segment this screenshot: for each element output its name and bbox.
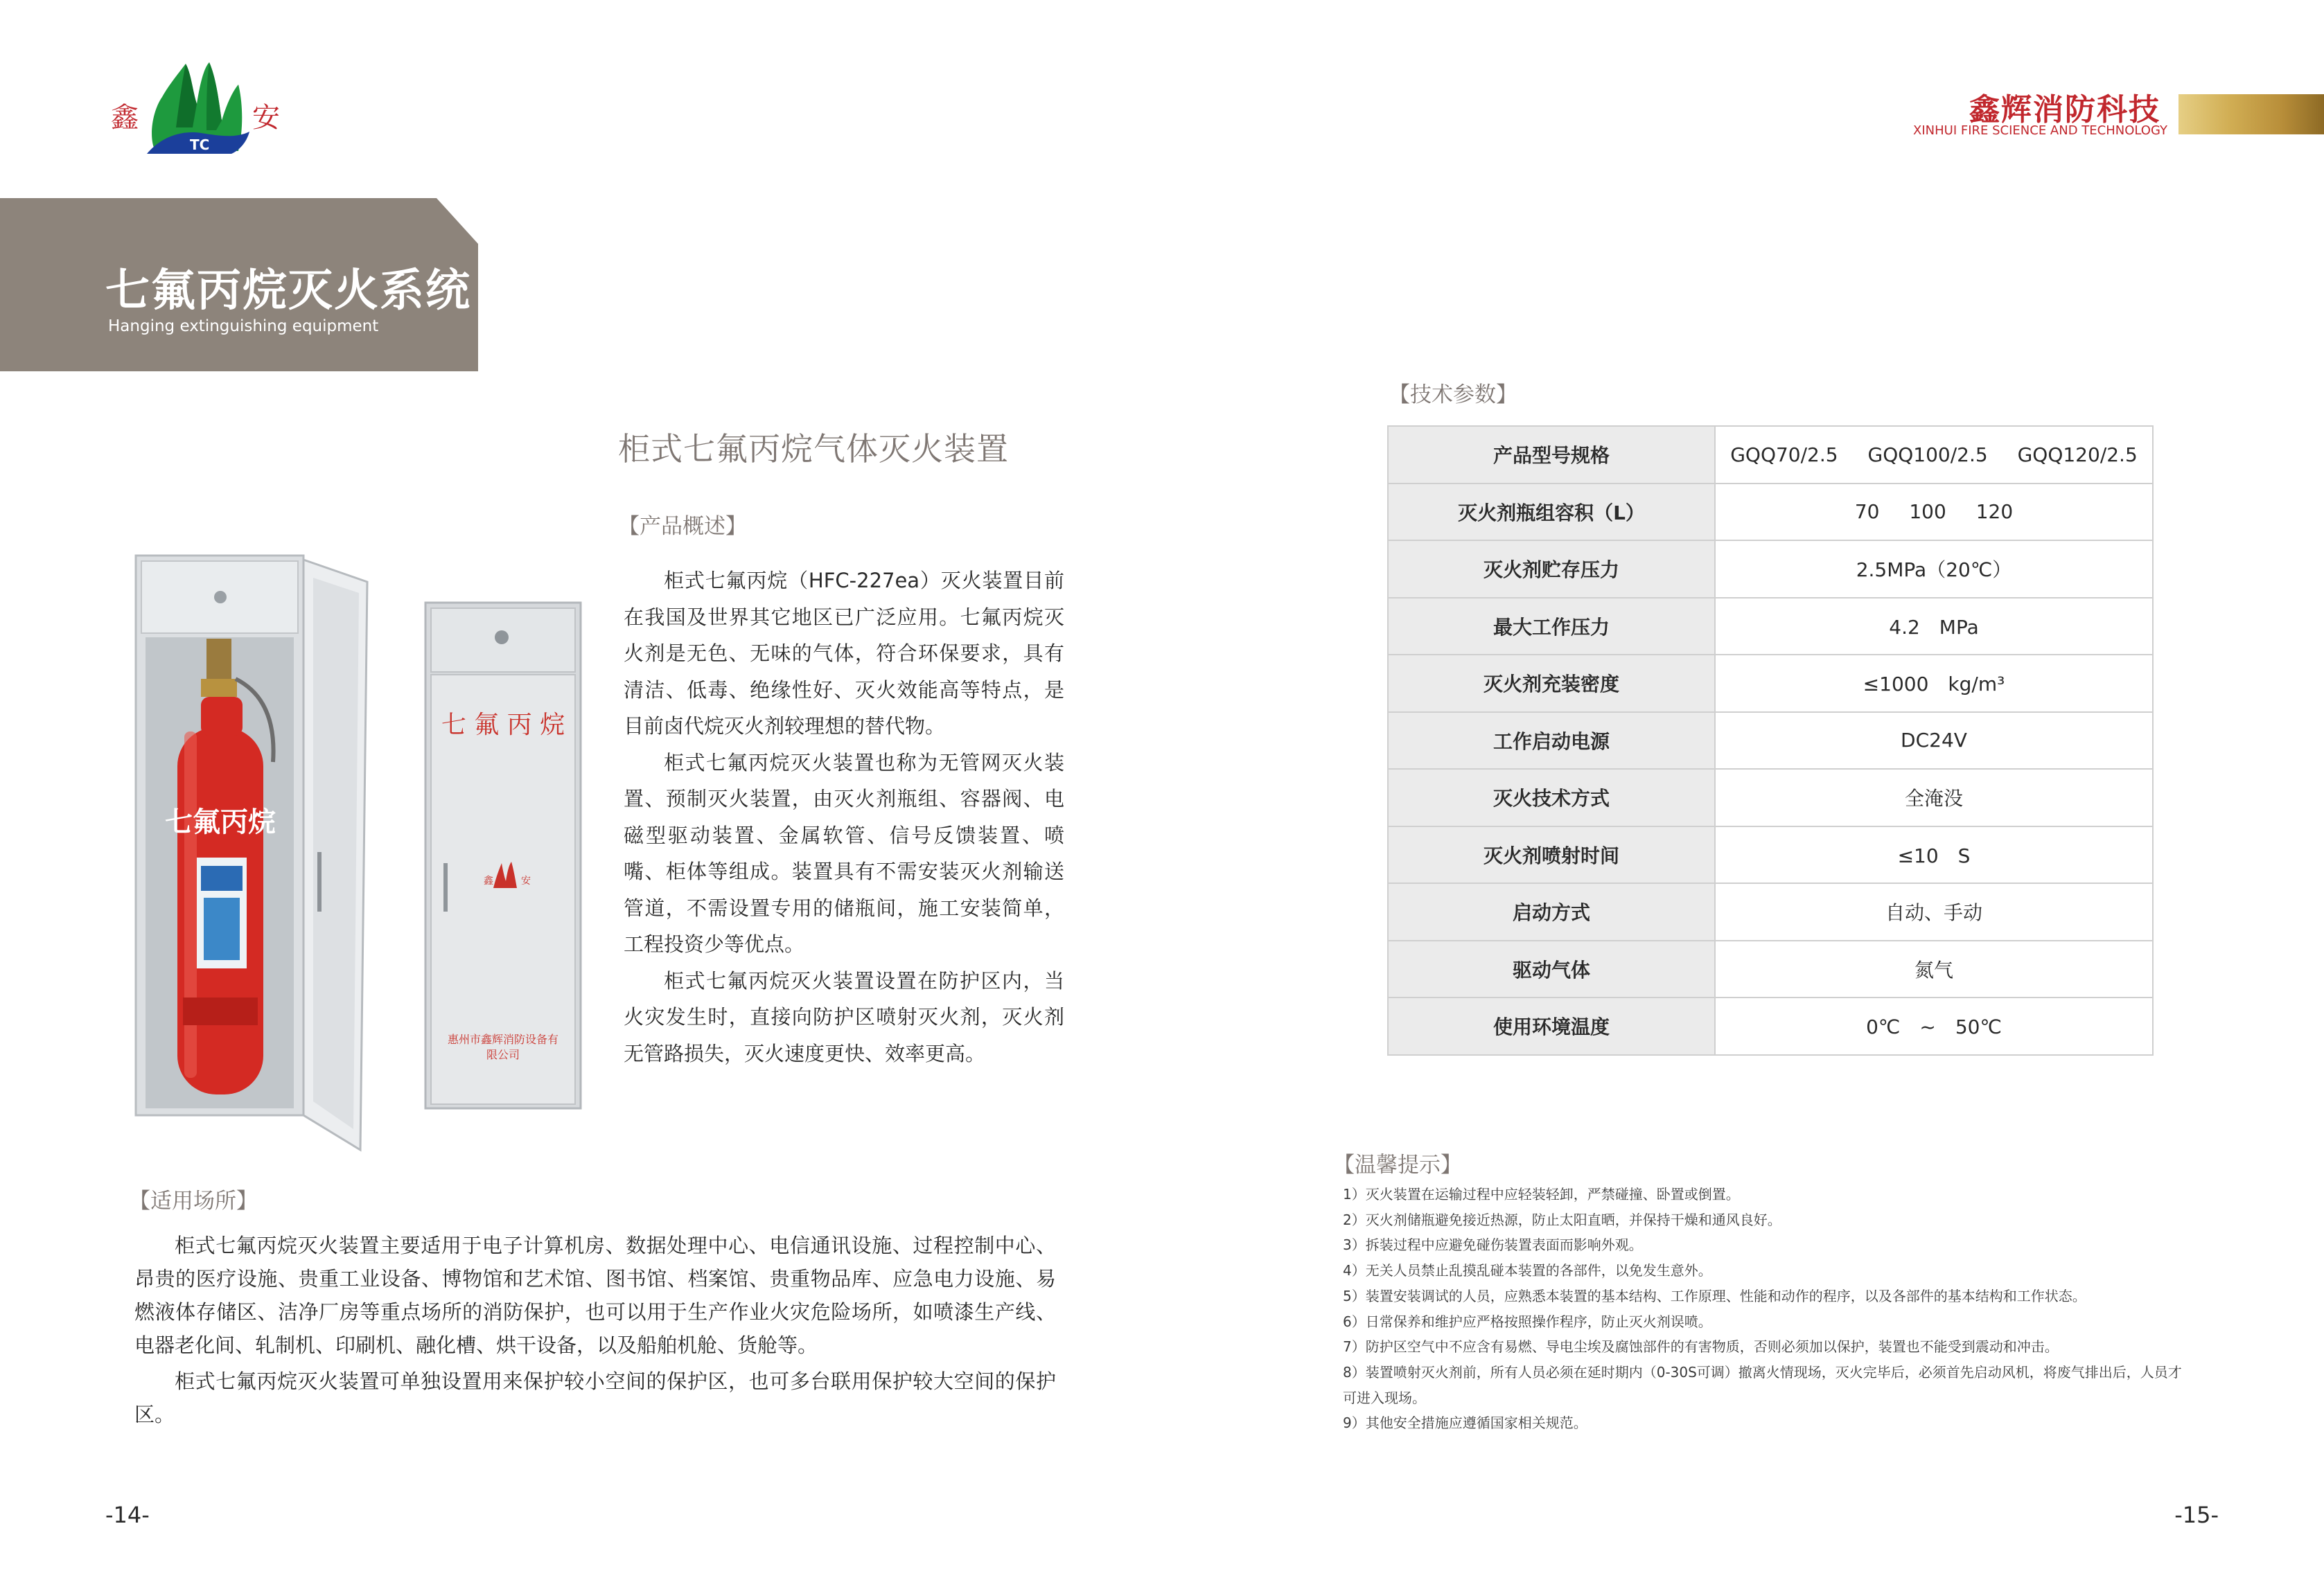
spec-key: 灭火剂喷射时间	[1388, 826, 1715, 884]
list-item: 2）灭火剂储瓶避免接近热源，防止太阳直晒，并保持干燥和通风良好。	[1343, 1211, 1781, 1228]
product-title: 柜式七氟丙烷气体灭火装置	[618, 430, 1009, 468]
spec-key: 使用环境温度	[1388, 998, 1715, 1055]
spec-key: 灭火剂瓶组容积（L）	[1388, 484, 1715, 541]
spec-key: 启动方式	[1388, 883, 1715, 941]
cylinder-label: 七氟丙烷	[165, 806, 276, 838]
spec-key: 产品型号规格	[1388, 426, 1715, 484]
application-heading: 【适用场所】	[129, 1189, 258, 1214]
mountain-logo-icon	[134, 61, 252, 154]
logo-left-char: 鑫	[111, 102, 139, 134]
table-row	[1388, 826, 2153, 884]
spec-value: 全淹没	[1715, 769, 2153, 826]
spec-value: 0℃ ~ 50℃	[1715, 998, 2153, 1055]
banner-title-en: Hanging extinguishing equipment	[108, 317, 379, 335]
spec-value: 4.2 MPa	[1715, 598, 2153, 655]
spec-value: 2.5MPa（20℃）	[1715, 540, 2153, 598]
brand-name-cn: 鑫辉消防科技	[1969, 92, 2160, 127]
open-cabinet-image	[132, 554, 381, 1164]
capacity-value: 70	[1854, 500, 1880, 524]
list-item: 7）防护区空气中不应含有易燃、导电尘埃及腐蚀部件的有害物质，否则必须加以保护，装置也不能受到震动和冲击。	[1343, 1338, 2059, 1356]
model-value: GQQ120/2.5	[2017, 443, 2138, 466]
capacity-value: 100	[1909, 500, 1946, 524]
tips-list	[1343, 1182, 2195, 1436]
spec-capacity-cell	[1715, 484, 2153, 541]
capacity-value: 120	[1975, 500, 2014, 524]
cabinet-label: 七 氟 丙 烷	[441, 711, 565, 739]
overview-text	[624, 562, 1064, 1072]
table-row	[1388, 655, 2153, 712]
list-item: 5）装置安装调试的人员，应熟悉本装置的基本结构、工作原理、性能和动作的程序，以及各部件的基本结构和工作状态。	[1343, 1287, 2086, 1304]
spec-value: 自动、手动	[1715, 883, 2153, 941]
model-value: GQQ70/2.5	[1730, 443, 1838, 466]
gold-accent-bar	[2178, 94, 2324, 134]
overview-paragraph: 柜式七氟丙烷灭火装置也称为无管网灭火装置、预制灭火装置，由灭火剂瓶组、容器阀、电磁型驱动装置、金属软管、信号反馈装置、喷嘴、柜体等组成。装置具有不需安装灭火剂输送管道，不需设置专用的储瓶间，施工安装简单，工程投资少等优点。	[624, 750, 1064, 956]
spec-model-cell	[1715, 426, 2153, 484]
spec-value: 氮气	[1715, 941, 2153, 998]
spec-key: 灭火剂贮存压力	[1388, 540, 1715, 598]
spec-key: 工作启动电源	[1388, 712, 1715, 770]
tips-heading: 【温馨提示】	[1333, 1153, 1462, 1178]
cabinet-logo-right: 安	[521, 876, 531, 887]
specs-heading: 【技术参数】	[1389, 382, 1517, 407]
table-row	[1388, 941, 2153, 998]
spec-value: DC24V	[1715, 712, 2153, 770]
table-row	[1388, 426, 2153, 484]
logo-mark-text: TC	[190, 136, 210, 153]
list-item: 1）灭火装置在运输过程中应轻装轻卸，严禁碰撞、卧置或倒置。	[1343, 1186, 1740, 1203]
spec-key: 灭火技术方式	[1388, 769, 1715, 826]
overview-paragraph: 柜式七氟丙烷灭火装置设置在防护区内，当火灾发生时，直接向防护区喷射灭火剂，灭火剂无管路损失，灭火速度更快、效率更高。	[624, 968, 1064, 1065]
table-row	[1388, 712, 2153, 770]
page-number-right: -15-	[2174, 1502, 2219, 1528]
list-item: 6）日常保养和维护应严格按照操作程序，防止灭火剂误喷。	[1343, 1313, 1712, 1330]
table-row	[1388, 998, 2153, 1055]
table-row	[1388, 484, 2153, 541]
spec-value: ≤10 S	[1715, 826, 2153, 884]
closed-cabinet-image	[424, 601, 582, 1111]
logo-right-char: 安	[252, 102, 280, 134]
list-item: 4）无关人员禁止乱摸乱碰本装置的各部件，以免发生意外。	[1343, 1262, 1712, 1279]
spec-key: 驱动气体	[1388, 941, 1715, 998]
company-logo	[111, 61, 284, 158]
spec-key: 最大工作压力	[1388, 598, 1715, 655]
list-item: 3）拆装过程中应避免碰伤装置表面而影响外观。	[1343, 1236, 1643, 1254]
list-item: 9）其他安全措施应遵循国家相关规范。	[1343, 1415, 1587, 1432]
spec-table	[1387, 425, 2154, 1056]
table-row	[1388, 540, 2153, 598]
spec-key: 灭火剂充装密度	[1388, 655, 1715, 712]
model-value: GQQ100/2.5	[1867, 443, 1988, 466]
page-number-left: -14-	[105, 1502, 150, 1528]
overview-heading: 【产品概述】	[618, 514, 747, 539]
overview-paragraph: 柜式七氟丙烷（HFC-227ea）灭火装置目前在我国及世界其它地区已广泛应用。七氟丙烷灭火剂是无色、无味的气体，符合环保要求，具有清洁、低毒、绝缘性好、灭火效能高等特点，是目前卤代烷灭火剂较理想的替代物。	[624, 569, 1064, 738]
application-text	[134, 1229, 1056, 1431]
application-paragraph: 柜式七氟丙烷灭火装置主要适用于电子计算机房、数据处理中心、电信通讯设施、过程控制中心、昂贵的医疗设施、贵重工业设备、博物馆和艺术馆、图书馆、档案馆、贵重物品库、应急电力设施、易燃液体存储区、洁净厂房等重点场所的消防保护，也可以用于生产作业火灾危险场所，如喷漆生产线、电器老化间、轧制机、印刷机、融化槽、烘干设备，以及船舶机舱、货舱等。	[134, 1234, 1056, 1357]
application-paragraph: 柜式七氟丙烷灭火装置可单独设置用来保护较小空间的保护区，也可多台联用保护较大空间的保护区。	[134, 1369, 1056, 1426]
table-row	[1388, 598, 2153, 655]
table-row	[1388, 883, 2153, 941]
list-item: 8）装置喷射灭火剂前，所有人员必须在延时期内（0-30S可调）撤离火情现场，灭火完毕后，必须首先启动风机，将废气排出后，人员才可进入现场。	[1343, 1363, 2182, 1406]
brand-name-en: XINHUI FIRE SCIENCE AND TECHNOLOGY	[1913, 123, 2167, 138]
spec-value: ≤1000 kg/m³	[1715, 655, 2153, 712]
banner-title-cn: 七氟丙烷灭火系统	[105, 265, 471, 317]
table-row	[1388, 769, 2153, 826]
cabinet-logo-left: 鑫	[484, 876, 493, 887]
cabinet-maker: 惠州市鑫辉消防设备有限公司	[447, 1033, 558, 1061]
